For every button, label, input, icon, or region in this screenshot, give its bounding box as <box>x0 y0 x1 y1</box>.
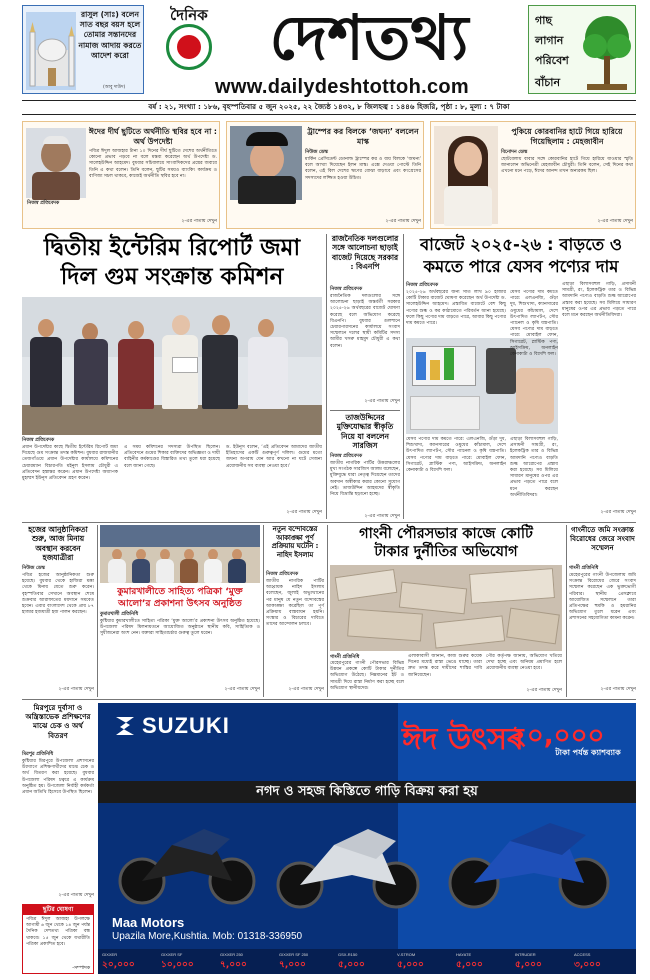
gangni-headline-2: টাকার দুর্নীতির অভিযোগ <box>374 544 518 560</box>
mehazabien-photo <box>434 126 498 224</box>
price-model-4: GIXXER SF 250 <box>279 952 309 957</box>
tree-slogan-4: বাঁচান <box>535 76 561 89</box>
masthead <box>0 0 650 118</box>
tree-slogan-3: পরিবেশ <box>535 54 569 67</box>
plant-tree-box <box>528 5 636 94</box>
price-model-1: GIXXER <box>102 952 118 957</box>
price-model-9: ACCESS <box>574 952 591 957</box>
lead-col1: প্রধান উপদেষ্টার কাছে দ্বিতীয় ইন্টেরিম রিপোর্ট জমা দিয়েছে গুম সংক্রান্ত তদন্ত কমিশন। বুধবার রাজধানীর তেজগাঁওয়ে প্রধান উপদেষ্টার কার্যালয়ে কমিশনের চেয়ারম্যান বিচারপতি মইনুল ইসলাম চৌধুরী এ প্রতিবেদন হস্তান্তর করেন। প্রধান উপদেষ্টা অধ্যাপক মুহাম্মদ ইউনূস প্রতিবেদন গ্রহণ করেন। <box>22 445 118 482</box>
mosque-icon <box>26 12 76 90</box>
nahid-story[interactable] <box>266 525 324 695</box>
mirpur-story[interactable] <box>22 703 94 901</box>
hadith-box <box>22 5 144 94</box>
budget-continue: ২-এর পাতায় দেখুন <box>600 510 636 515</box>
gangni-col1: মেহেরপুরের গাংনী পৌরসভার বিভিন্ন উন্নয়ন প্রকল্পে কোটি টাকার দুর্নীতির অভিযোগ উঠেছে। নিম্নমানের ইট ও সামগ্রী দিয়ে রাস্তা নির্মাণ করা হচ্ছে বলে অভিযোগ স্থানীয়দের। <box>330 661 404 691</box>
musk-body: মার্কিন প্রেসিডেন্ট ডোনাল্ড ট্রাম্পের কর ও ব্যয় বিলকে ‘জঘন্য’ বলে আখ্যা দিয়েছেন ইলন মাস্ক। এক্সে দেওয়া পোস্টে তিনি বলেন, এই বিল দেশের ঋণের বোঝা বাড়াবে এবং কংগ্রেসের সদস্যদের লজ্জিত হওয়া উচিত। <box>305 157 421 181</box>
top-story-musk[interactable] <box>226 121 424 229</box>
land-story[interactable] <box>569 525 636 695</box>
finance-headline: ঈদের দীর্ঘ ছুটিতে অর্থনীতি স্থবির হবে না : অর্থ উপদেষ্টা <box>89 127 217 146</box>
politics-story[interactable] <box>330 234 400 409</box>
holiday-notice <box>22 904 94 974</box>
price-model-7: HAYATE <box>456 952 472 957</box>
notice-body: পবিত্র ঈদুল আজহা উপলক্ষে আগামী ৬ জুন থেকে ১৪ জুন পর্যন্ত দৈনিক দেশতথ্য পত্রিকা বন্ধ থাকবে। ১৫ জুন থেকে যথারীতি পত্রিকা প্রকাশিত হবে। <box>26 917 90 947</box>
dateline: বর্ষ : ২১, সংখ্যা : ১৮৬, বৃহস্পতিবার ৫ জুন ২০২৫, ২২ জ্যৈষ্ঠ ১৪৩২, ৮ জিলহজ্ব : ১৪৪৬ হিজরি, পৃষ্ঠা : ৮, মূল্য : ৭ টাকা <box>148 102 510 111</box>
budget-headline-1: বাজেট ২০২৫-২৬ : বাড়তে ও <box>419 235 623 254</box>
nahid-headline: নতুন বন্দোবস্তের আকাঙ্ক্ষা পূর্ণ প্রক্রিয়ায় ঘটেনি : নাহিদ ইসলাম <box>271 525 319 559</box>
kumarkhali-body: কুষ্টিয়ার কুমারখালীতে সাহিত্য পত্রিকা ‘মুক্ত আলো’র প্রকাশনা উৎসব অনুষ্ঠিত হয়েছে। উপজেলা পরিষদ মিলনায়তনে আয়োজিত অনুষ্ঠানে স্থানীয় কবি, সাহিত্যিক ও সুধীজনেরা অংশ নেন। বক্তারা সাহিত্যচর্চার গুরুত্ব তুলে ধরেন। <box>100 619 260 637</box>
hajj-story[interactable] <box>22 525 94 695</box>
budget-col2: যেসব পণ্যের দাম কমতে পারে: এলএনজি, গুঁড়া দুধ, শিশুখাদ্য, ক্যানসারের ওষুধের কাঁচামাল, দেশে উৎপাদিত ল্যাপটপ, সৌর প্যানেল ও কৃষি যন্ত্রপাতি। যেসব পণ্যের দাম বাড়তে পারে: মোবাইল ফোন, সিগারেট, প্লাস্টিক পণ্য, আইসক্রিম, অনলাইন কেনাকাটা ও বিদেশি ফল। <box>406 437 506 474</box>
installment-tagline: নগদ ও সহজ কিস্তিতে গাড়ি বিক্রয় করা হয় <box>98 781 636 803</box>
dealer-address: Upazila More,Kushtia. Mob: 01318-336950 <box>112 931 303 942</box>
top-story-strip <box>22 121 636 229</box>
dealer-name: Maa Motors <box>112 915 185 930</box>
nahid-reporter: নিজস্ব প্রতিবেদক <box>266 572 299 577</box>
price-amount-4: ৭,০০০ <box>279 960 306 970</box>
price-amount-9: ৩,০০০ <box>574 960 601 970</box>
finance-adviser-photo <box>26 128 86 198</box>
lead-headline-1: দ্বিতীয় ইন্টেরিম রিপোর্ট জমা <box>43 235 301 261</box>
budget-headline-2: কমতে পারে যেসব পণ্যের দাম <box>423 257 619 276</box>
budget-col1-cont: যেসব পণ্যের দাম কমতে পারে: এলএনজি, গুঁড়া দুধ, শিশুখাদ্য, ক্যানসারের ওষুধের কাঁচামাল, দেশে উৎপাদিত ল্যাপটপ, সৌর প্যানেল ও কৃষি যন্ত্রপাতি। যেসব পণ্যের দাম বাড়তে পারে: মোবাইল ফোন, সিগারেট, প্লাস্টিক পণ্য, আইসক্রিম, অনলাইন কেনাকাটা ও বিদেশি ফল। <box>510 290 558 358</box>
lead-headline-2: দিল গুম সংক্রান্ত কমিশন <box>60 264 284 290</box>
gangni-col2: এলাকাবাসী জানান, কাজ শুরুর কয়েক দিনের মধ্যেই রাস্তা ভেঙে যাচ্ছে। তারা দ্রুত তদন্ত করে দায়ীদের শাস্তির দাবি জানিয়েছেন। <box>408 654 482 678</box>
mirpur-reporter: মিরপুর প্রতিনিধি <box>22 752 54 757</box>
price-amount-6: ৫,০০০ <box>397 960 424 970</box>
politics-body: রাজনৈতিক দলগুলোর সঙ্গে আলোচনা ছাড়াই অন্তর্বর্তী সরকার ২০২৫-২৬ অর্থবছরের বাজেট ঘোষণা করেছে বলে অভিযোগ করেছে বিএনপি। বুধবার গুলশানে চেয়ারপারসনের কার্যালয়ে সংবাদ সম্মেলনে দলের স্থায়ী কমিটির সদস্য আমীর খসরু মাহমুদ চৌধুরী এ কথা বলেন। <box>330 294 400 349</box>
finance-continue: ২-এর পাতায় দেখুন <box>181 219 217 224</box>
lead-continue: ২-এর পাতায় দেখুন <box>286 510 322 515</box>
offer-word: ঈদ উৎসব <box>402 722 524 757</box>
nahid-body: জাতীয় নাগরিক পার্টির আহ্বায়ক নাহিদ ইসলাম বলেছেন, জুলাই অভ্যুত্থানের পর মানুষ যে নতুন বন্দোবস্তের আকাঙ্ক্ষা করেছিল তা পূর্ণ প্রক্রিয়ায় বাস্তবায়ন হয়নি। সংস্কার ও বিচারের দাবিতে তাদের আন্দোলন চলবে। <box>266 579 324 628</box>
tajuddin-story[interactable] <box>330 413 400 519</box>
kumarkhali-headline: কুমারখালীতে সাহিত্য পত্রিকা ‘মুক্ত আলো’র প্রকাশনা উৎসব অনুষ্ঠিত <box>117 586 243 609</box>
budget-col1: ২০২৫-২৬ অর্থবছরের জন্য সাত লাখ ৯০ হাজার কোটি টাকার বাজেট ঘোষণা করেছেন অর্থ উপদেষ্টা ড. সালেহউদ্দিন আহমেদ। প্রস্তাবিত বাজেটে বেশ কিছু পণ্যের শুল্ক ও কর কাঠামোতে পরিবর্তন আনা হয়েছে। ফলে কিছু পণ্যের দাম বাড়তে পারে, আবার কিছু পণ্যের দাম কমতে পারে। <box>406 290 506 327</box>
bike-1-icon <box>112 811 262 907</box>
price-amount-8: ৫,০০০ <box>515 960 542 970</box>
lead-photo <box>22 297 322 435</box>
suzuki-brand: SUZUKI <box>142 713 230 738</box>
mehazabien-headline: পুকিয়ে কোরবানির হাটে গিয়ে হারিয়ে গিয়েছিলাম : মেহজাবীন <box>511 127 623 146</box>
gangni-story[interactable] <box>330 525 562 695</box>
eid-offer-badge <box>398 709 630 779</box>
notice-title: ছুটির ঘোষণা <box>23 905 93 915</box>
bike-2-icon <box>268 815 428 911</box>
bricks-photo <box>330 565 562 651</box>
politics-continue: ২-এর পাতায় দেখুন <box>364 399 400 404</box>
tajuddin-reporter: নিজস্ব প্রতিবেদক <box>330 454 363 459</box>
offer-amount: ২০,০০০ <box>510 721 605 751</box>
musk-headline: ট্রাম্পের কর বিলকে ‘জঘন্য’ বললেন মাস্ক <box>307 127 419 146</box>
land-body: মেহেরপুরের গাংনী উপজেলায় জমি সংক্রান্ত বিরোধের জেরে সংবাদ সম্মেলন করেছেন এক ভুক্তভোগী পরিবার। স্থানীয় প্রেসক্লাবে আয়োজিত সম্মেলনে তারা প্রতিপক্ষের হুমকি ও হয়রানির অভিযোগ তুলে ধরেন এবং প্রশাসনের সহযোগিতা কামনা করেন। <box>569 573 636 622</box>
mirpur-headline: মিরপুরে দুর্বাসা ও অন্ত্রিস্তাভেক প্রশিক্ষণের মাঝে চেক ও অর্থ বিতরণ <box>25 703 91 740</box>
musk-reporter: নিউজ ডেস্ক <box>305 150 328 155</box>
top-story-finance[interactable] <box>22 121 220 229</box>
paper-prefix: দৈনিক <box>170 6 208 24</box>
budget-reporter: নিজস্ব প্রতিবেদক <box>406 283 439 288</box>
gangni-col3: পৌর কর্তৃপক্ষ জানায়, অভিযোগ খতিয়ে দেখা হচ্ছে এবং অনিয়ম প্রমাণিত হলে প্রয়োজনীয় ব্যবস্থা নেওয়া হবে। <box>486 654 562 672</box>
lead-col2: এ সময় কমিশনের সদস্যরা উপস্থিত ছিলেন। প্রতিবেদনে গুমের শিকার ব্যক্তিদের অভিজ্ঞতা ও দায়ী বাহিনীর কর্মকাণ্ডের বিস্তারিত তথ্য তুলে ধরা হয়েছে বলে জানা গেছে। <box>124 445 220 469</box>
politics-headline: রাজনৈতিক দলগুলোর সঙ্গে আলোচনা ছাড়াই বাজেট দিয়েছে সরকার : বিএনপি <box>331 234 399 272</box>
price-amount-2: ১০,০০০ <box>161 960 194 970</box>
tree-slogan-1: গাছ <box>535 14 553 27</box>
hajj-headline: হজের আনুষ্ঠানিকতা শুরু, আজ মিনায় অবস্থান করবেন হজযাত্রীরা <box>28 525 88 563</box>
top-story-mehazabien[interactable] <box>430 121 636 229</box>
suzuki-ad[interactable] <box>98 703 636 974</box>
finance-reporter: নিজস্ব প্রতিবেদক <box>27 201 60 206</box>
hajj-body: পবিত্র হজের আনুষ্ঠানিকতা শুরু হয়েছে। বুধবার থেকে হাজিরা মক্কা থেকে মিনায় যেতে শুরু করেন। বৃহস্পতিবার সেখানে অবস্থান শেষে শুক্রবার আরাফাতের ময়দানে সমবেত হবেন। এবার বাংলাদেশ থেকে প্রায় ৮৭ হাজার হজযাত্রী হজ পালন করছেন। <box>22 573 94 616</box>
land-continue: ২-এর পাতায় দেখুন <box>600 687 636 692</box>
offer-note: টাকা পর্যন্ত ক্যাশব্যাক <box>555 748 621 757</box>
mosque-graphic <box>26 12 76 90</box>
mehazabien-reporter: বিনোদন ডেস্ক <box>501 150 528 155</box>
finance-body: পবিত্র ঈদুল আজহার টানা ১০ দিনের দীর্ঘ ছুটিতে দেশের অর্থনীতিতে কোনো প্রভাব পড়বে না বলে মন্তব্য করেছেন অর্থ উপদেষ্টা ড. সালেহউদ্দিন আহমেদ। বুধবার সচিবালয়ে সাংবাদিকদের প্রশ্নের জবাবে তিনি এ কথা বলেন। তিনি বলেন, ছুটির সময়ও ব্যাংকিং কার্যক্রম ও বাণিজ্য সচল থাকবে, কাজেই অর্থনীতি স্থবির হবে না। <box>89 149 217 179</box>
hadith-source: (আবু দাউদ) <box>103 85 126 90</box>
tajuddin-body: জাতীয় নাগরিক পার্টির উত্তরাঞ্চলের মুখ্য সংগঠক সারজিস আলম বলেছেন, মুক্তিযুদ্ধে যারা নেতৃত্ব দিয়েছেন তাদের অবদান অস্বীকার করার কোনো সুযোগ নেই। তাজউদ্দিন আহমদের স্বীকৃতি নিয়ে বিভ্রান্তি ছড়ানো হচ্ছে। <box>330 461 400 498</box>
kumarkhali-continue: ২-এর পাতায় দেখুন <box>224 687 260 692</box>
hajj-reporter: নিউজ ডেস্ক <box>22 566 45 571</box>
price-amount-3: ৭,০০০ <box>220 960 247 970</box>
price-model-8: INTRUDER <box>515 952 536 957</box>
musk-continue: ২-এর পাতায় দেখুন <box>385 219 421 224</box>
tajuddin-continue: ২-এর পাতায় দেখুন <box>364 514 400 519</box>
land-headline: গাংনীতে জমি সংক্রান্ত বিরোধের জেরে সংবাদ সম্মেলন <box>570 525 635 553</box>
lead-story[interactable] <box>22 234 322 519</box>
gangni-continue: ২-এর পাতায় দেখুন <box>526 688 562 693</box>
budget-col3: এছাড়া বিলাসবহুল গাড়ি, প্রসাধনী সামগ্রী, রং, ইলেকট্রিক তার ও বিভিন্ন আমদানি পণ্যেও বাড়তি শুল্ক আরোপের প্রস্তাব করা হয়েছে। সব মিলিয়ে সাধারণ মানুষের ওপর এর প্রভাব পড়তে পারে বলে মনে করছেন অর্থনীতিবিদরা। <box>510 437 558 498</box>
musk-photo <box>230 126 302 200</box>
budget-story[interactable] <box>406 234 636 519</box>
notice-sign: -সম্পাদক <box>72 966 90 971</box>
bike-3-icon <box>438 811 618 911</box>
tree-slogan-2: লাগান <box>535 34 564 47</box>
gangni-headline-1: গাংনী পৌরসভার কাজে কোটি <box>359 526 533 542</box>
suzuki-logo-icon <box>112 713 138 739</box>
tree-icon <box>581 12 633 92</box>
politics-reporter: নিজস্ব প্রতিবেদক <box>330 287 363 292</box>
price-amount-1: ২০,০০০ <box>102 960 135 970</box>
land-reporter: গাংনী প্রতিনিধি <box>569 566 599 571</box>
lead-col3: ড. ইউনূস বলেন, ‘এই প্রতিবেদন আমাদের জাতীয় ইতিহাসের একটি গুরুত্বপূর্ণ দলিল। গুমের মতো জঘন্য অপরাধ যেন আর কখনো না ঘটে সেজন্য প্রয়োজনীয় সব ব্যবস্থা নেওয়া হবে।’ <box>226 445 322 469</box>
mehazabien-continue: ২-এর পাতায় দেখুন <box>597 219 633 224</box>
lead-reporter: নিজস্ব প্রতিবেদক <box>22 438 55 443</box>
price-strip <box>98 949 636 974</box>
website-url: www.dailydeshtottoh.com <box>215 76 469 98</box>
nahid-continue: ২-এর পাতায় দেখুন <box>288 687 324 692</box>
price-amount-5: ৫,০০০ <box>338 960 365 970</box>
price-amount-7: ৫,০০০ <box>456 960 483 970</box>
price-model-2: GIXXER SF <box>161 952 183 957</box>
hadith-text: রাসুল (সাঃ) বলেন সাত বছর বয়স হলে তোমার সন্তানদের নামাজ আদায় করতে আদেশ করো <box>78 10 142 60</box>
kumarkhali-reporter: কুমারখালী প্রতিনিধি <box>100 612 139 617</box>
red-circle-logo <box>166 24 212 70</box>
kumarkhali-photo <box>100 525 260 583</box>
kumarkhali-story[interactable] <box>100 525 260 695</box>
price-model-6: V-STROM <box>397 952 416 957</box>
mirpur-continue: ২-এর পাতায় দেখুন <box>58 893 94 898</box>
budget-side: এছাড়া বিলাসবহুল গাড়ি, প্রসাধনী সামগ্রী, রং, ইলেকট্রিক তার ও বিভিন্ন আমদানি পণ্যেও বাড়তি শুল্ক আরোপের প্রস্তাব করা হয়েছে। সব মিলিয়ে সাধারণ মানুষের ওপর এর প্রভাব পড়তে পারে বলে মনে করছেন অর্থনীতিবিদরা। <box>562 282 636 319</box>
price-model-5: GSX-R150 <box>338 952 358 957</box>
paper-title: দেশতথ্য <box>269 1 469 74</box>
mehazabien-body: ছোটবেলায় বাবার সঙ্গে কোরবানির হাটে গিয়ে হারিয়ে যাওয়ার স্মৃতি জানালেন অভিনেত্রী মেহজাবীন চৌধুরী। তিনি বলেন, সেই দিনের কথা এখনো মনে পড়ে, ঈদের আনন্দ তখন অন্যরকম ছিল। <box>501 157 633 175</box>
gangni-reporter: গাংনী প্রতিনিধি <box>330 655 360 660</box>
price-model-3: GIXXER 250 <box>220 952 243 957</box>
tajuddin-headline: তাজউদ্দিনের মুক্তিযোদ্ধার স্বীকৃতি নিয়ে যা বললেন সারজিস <box>336 413 394 451</box>
mirpur-body: কুষ্টিয়ার মিরপুরে উপজেলা প্রশাসনের উদ্যোগে প্রশিক্ষণার্থীদের মাঝে চেক ও অর্থ বিতরণ করা হয়েছে। বুধবার উপজেলা পরিষদ চত্বরে এ কার্যক্রম অনুষ্ঠিত হয়। উপজেলা নির্বাহী কর্মকর্তা প্রধান অতিথি হিসেবে উপস্থিত ছিলেন। <box>22 759 94 796</box>
hajj-continue: ২-এর পাতায় দেখুন <box>58 687 94 692</box>
